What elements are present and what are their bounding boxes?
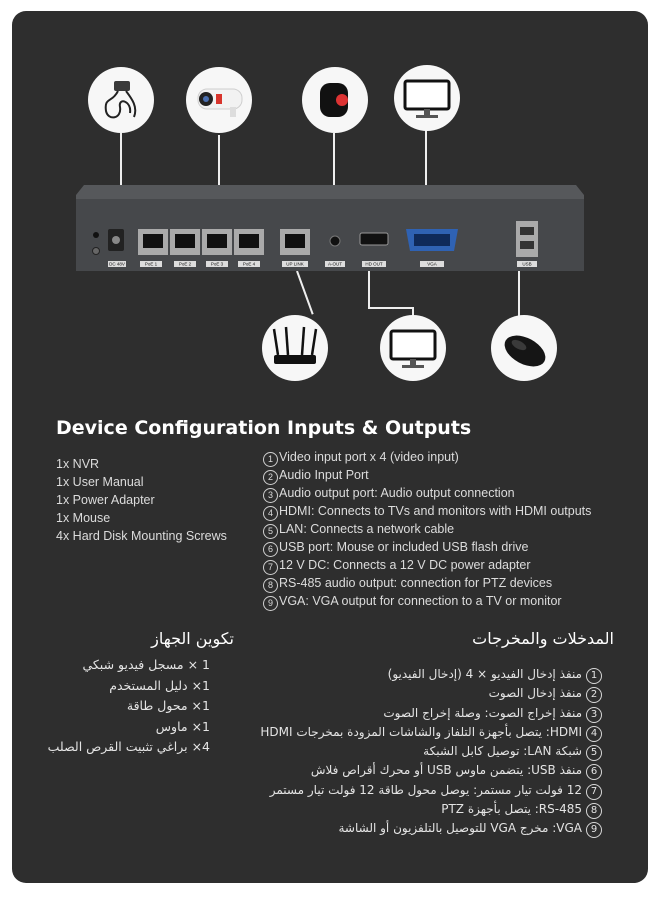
monitor-icon	[394, 65, 460, 131]
mouse-circle	[491, 315, 557, 381]
aout-port	[330, 236, 340, 246]
monitor-circle-top	[394, 65, 460, 131]
ground-screw	[93, 248, 100, 255]
arabic-port-text: شبكة LAN: توصيل كابل الشبكة	[423, 744, 582, 759]
arabic-port-text: VGA: مخرج VGA للتوصيل بالتلفزيون أو الشاشة	[338, 821, 582, 836]
dc-label: DC 48V	[109, 261, 125, 267]
arabic-port-text: منفذ إخراج الصوت: وصلة إخراج الصوت	[383, 705, 582, 720]
security-camera-icon	[186, 67, 252, 133]
arabic-port-item	[260, 704, 602, 723]
arabic-box-item: 4× براغي تثبيت القرص الصلب	[47, 739, 210, 754]
poe1-label: PoE 1	[144, 261, 158, 267]
speaker-circle	[302, 67, 368, 133]
arabic-box-item: 1 × مسجل فيديو شبكي	[82, 657, 210, 672]
arabic-port-text: 12 فولت تيار مستمر: يوصل محول طاقة 12 فولت تيار مستمر	[269, 782, 582, 797]
arabic-port-text: منفذ إدخال الفيديو × 4 (إدخال الفيديو)	[387, 667, 582, 681]
port-text: Audio output port: Audio output connection	[279, 486, 515, 500]
wire-usb	[518, 269, 520, 321]
port-text: 12 V DC: Connects a 12 V DC power adapter	[279, 558, 531, 572]
port-number: 1	[586, 668, 602, 684]
port-number: 3	[586, 707, 602, 723]
arabic-box-item: 1× ماوس	[155, 718, 210, 734]
port-text: HDMI: Connects to TVs and monitors with HDMI outputs	[279, 504, 592, 518]
port-number: 8	[586, 803, 602, 819]
port-item	[263, 557, 591, 575]
arabic-ports-title: المدخلات والمخرجات	[472, 629, 614, 648]
arabic-port-item	[260, 684, 602, 703]
port-number: 3	[263, 488, 278, 503]
aout-label: A-OUT	[328, 261, 342, 267]
camera-circle	[186, 67, 252, 133]
arabic-port-item	[260, 742, 602, 761]
router-circle	[262, 315, 328, 381]
port-item	[263, 449, 591, 467]
arabic-port-item	[260, 761, 602, 780]
port-number: 7	[586, 784, 602, 800]
arabic-port-list	[260, 665, 602, 839]
port-number: 6	[586, 764, 602, 780]
mouse-icon	[491, 315, 557, 381]
vga-label: VGA	[427, 261, 437, 267]
wire-hdmi-a	[368, 267, 370, 309]
power-adapter-icon	[88, 67, 154, 133]
poe4-label: PoE 4	[242, 261, 256, 267]
power-adapter-circle	[88, 67, 154, 133]
router-icon	[262, 315, 328, 381]
box-item: 4x Hard Disk Mounting Screws	[56, 529, 227, 543]
port-item	[263, 593, 591, 611]
port-text: LAN: Connects a network cable	[279, 522, 455, 536]
nvr-device	[74, 185, 586, 273]
port-number: 5	[586, 745, 602, 761]
port-number: 6	[263, 542, 278, 557]
port-text: USB port: Mouse or included USB flash drive	[279, 540, 529, 554]
usb-ports	[516, 221, 538, 257]
box-item: 1x Mouse	[56, 511, 111, 525]
product-panel	[12, 11, 648, 883]
arabic-box-contents-list	[48, 655, 210, 758]
hdmi-label: HD OUT	[365, 261, 383, 267]
port-text: Audio Input Port	[279, 468, 369, 482]
arabic-box-item: 1× محول طاقة	[126, 698, 210, 713]
arabic-port-text: منفذ USB: يتضمن ماوس USB أو محرك أقراص فلاش	[310, 763, 582, 778]
port-item	[263, 485, 591, 503]
wire-hdmi-b	[368, 307, 414, 309]
arabic-port-text: HDMI: يتصل بأجهزة التلفاز والشاشات المزودة بمخرجات HDMI	[260, 724, 582, 739]
monitor-icon	[380, 315, 446, 381]
arabic-port-item	[260, 665, 602, 684]
reset-hole	[93, 232, 99, 238]
arabic-port-item	[260, 800, 602, 819]
port-item	[263, 503, 591, 521]
arabic-port-item	[260, 819, 602, 838]
port-number: 4	[263, 506, 278, 521]
port-number: 7	[263, 560, 278, 575]
poe2-label: PoE 2	[178, 261, 192, 267]
arabic-port-item	[260, 723, 602, 742]
box-item: 1x NVR	[56, 457, 100, 471]
monitor-circle-bottom	[380, 315, 446, 381]
box-item: 1x User Manual	[56, 475, 144, 489]
box-contents-list	[56, 455, 227, 545]
port-text: VGA: VGA output for connection to a TV or monitor	[279, 594, 562, 608]
port-item	[263, 521, 591, 539]
port-number: 4	[586, 726, 602, 742]
port-description-list	[263, 449, 591, 611]
port-text: RS-485 audio output: connection for PTZ devices	[279, 576, 553, 590]
port-item	[263, 539, 591, 557]
box-item: 1x Power Adapter	[56, 493, 155, 507]
speaker-icon	[302, 67, 368, 133]
arabic-port-text: منفذ إدخال الصوت	[488, 686, 582, 701]
port-number: 9	[263, 596, 278, 611]
wire-router	[296, 271, 314, 315]
port-text: Video input port x 4 (video input)	[279, 450, 459, 464]
usb-label: USB	[522, 261, 532, 267]
port-item	[263, 575, 591, 593]
port-number: 1	[263, 452, 278, 467]
uplink-label: UP LINK	[286, 261, 304, 267]
port-item	[263, 467, 591, 485]
arabic-box-item: 1× دليل المستخدم	[109, 677, 210, 693]
port-number: 8	[263, 578, 278, 593]
arabic-box-title: تكوين الجهاز	[151, 629, 234, 648]
poe3-label: PoE 3	[210, 261, 224, 267]
port-number: 5	[263, 524, 278, 539]
arabic-port-item	[260, 781, 602, 800]
section-title: Device Configuration Inputs & Outputs	[56, 417, 472, 439]
port-number: 9	[586, 822, 602, 838]
port-number: 2	[263, 470, 278, 485]
port-number: 2	[586, 687, 602, 703]
hdmi-port	[360, 233, 388, 245]
arabic-port-text: RS-485: يتصل بأجهزة PTZ	[441, 802, 582, 817]
